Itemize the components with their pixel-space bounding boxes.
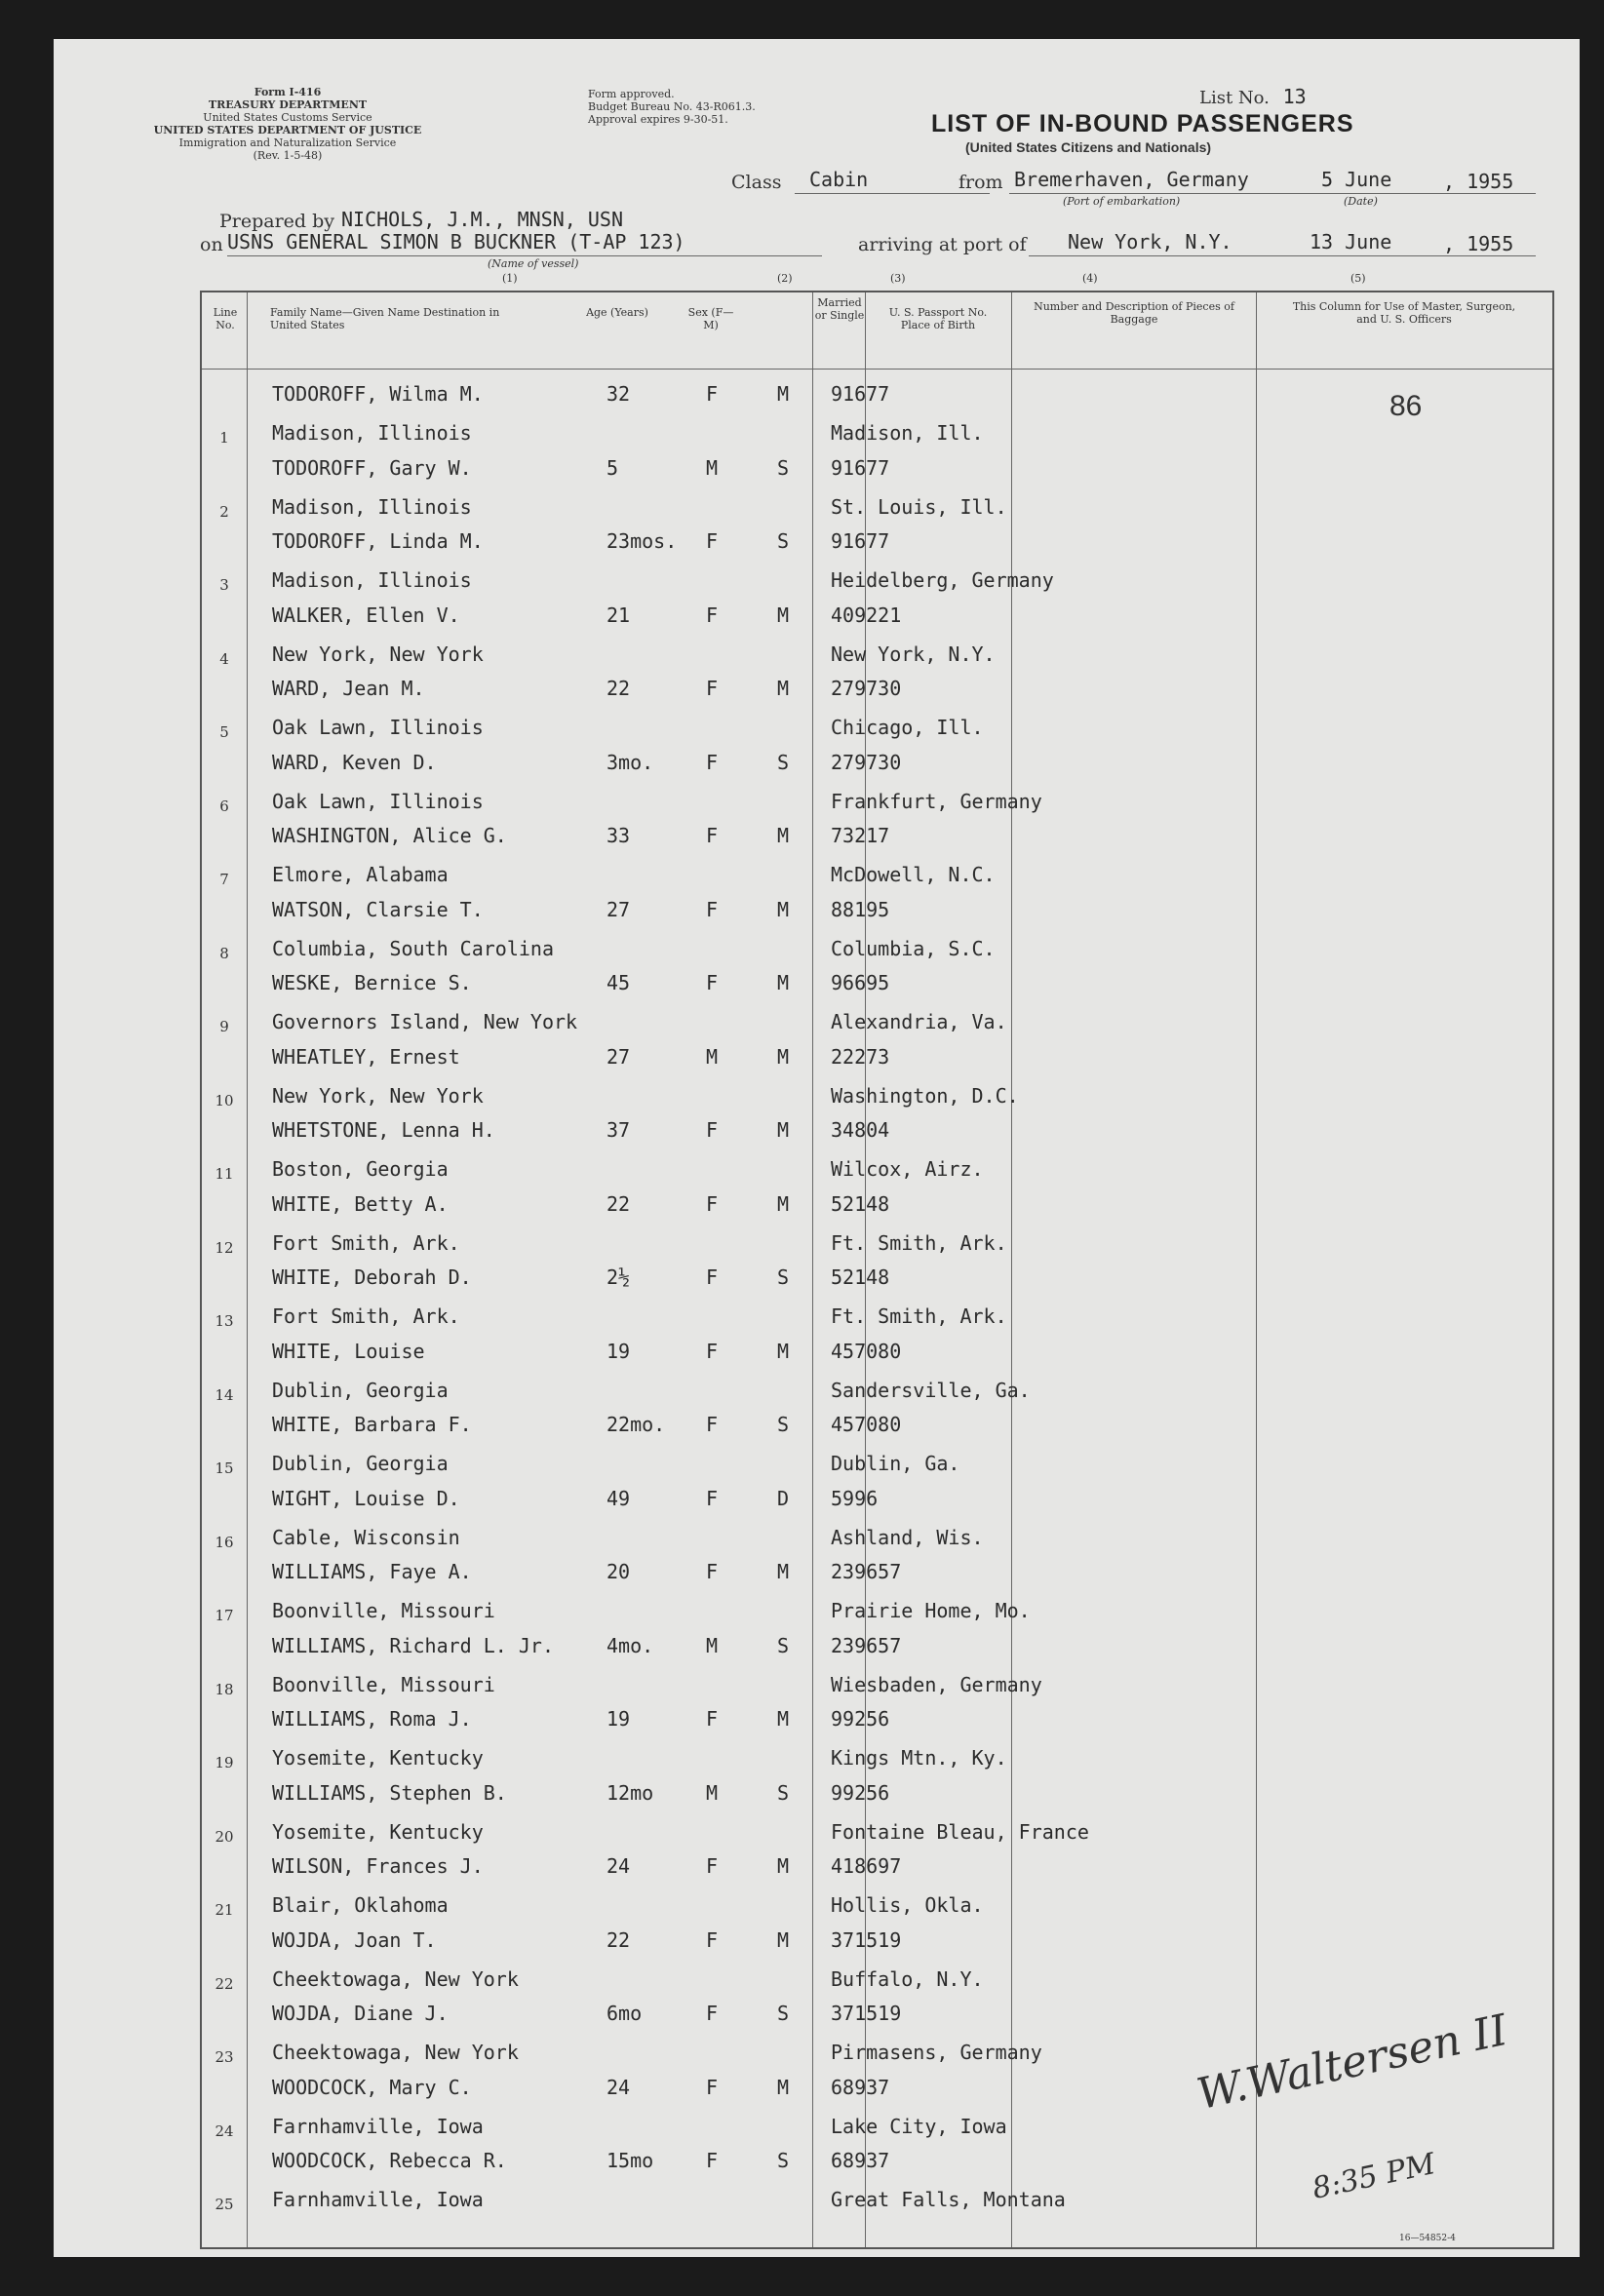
table-row [202,1033,1552,1108]
vessel-caption: (Name of vessel) [488,257,579,270]
signature-time: 8:35 PM [1309,2147,1439,2206]
passenger-age: 21 [606,603,631,627]
form-title: LIST OF IN-BOUND PASSENGERS [931,110,1354,137]
passenger-name: WALKER, Ellen V. [272,603,460,627]
destination: Governors Island, New York [272,1010,578,1033]
passport-number: 91677 [831,529,890,553]
on-label: on [200,234,223,255]
passport-number: 73217 [831,824,890,847]
marital-status: S [777,2002,790,2025]
passport-number: 91677 [831,382,890,406]
marital-status: M [777,824,790,847]
marital-status: S [777,1413,790,1436]
line-number: 18 [215,1680,234,1698]
ins-service: Immigration and Naturalization Service [178,136,397,149]
passenger-sex: F [706,382,719,406]
passport-number: 96695 [831,971,890,994]
passport-number: 88195 [831,897,890,921]
passenger-name: WILSON, Frances J. [272,1854,484,1878]
marital-status: M [777,1560,790,1583]
destination: Dublin, Georgia [272,1452,449,1475]
line-number: 8 [219,944,229,962]
marital-status: M [777,382,790,406]
table-row [202,1770,1552,1844]
passport-number: 239657 [831,1560,902,1583]
passport-number: 52148 [831,1191,890,1216]
table-row [202,1328,1552,1402]
form-revision: (Rev. 1-5-48) [253,149,323,162]
marital-status: S [777,529,790,553]
passenger-sex: F [706,750,719,774]
passport-number: 279730 [831,750,902,774]
line-number: 13 [215,1312,234,1330]
place-of-birth: Sandersville, Ga. [831,1378,1031,1402]
passenger-sex: F [706,1191,719,1216]
table-row [202,1622,1552,1696]
passenger-sex: F [706,2149,719,2172]
arrival-year: , 1955 [1443,232,1514,255]
passport-number: 52148 [831,1265,890,1289]
passport-number: 371519 [831,1927,902,1952]
place-of-birth: St. Louis, Ill. [831,494,1007,519]
passenger-name: WARD, Keven D. [272,750,437,774]
justice-dept: UNITED STATES DEPARTMENT OF JUSTICE [153,124,422,136]
table-row [202,1475,1552,1549]
place-of-birth: Hollis, Okla. [831,1893,984,1917]
passenger-age: 3mo. [606,750,654,774]
passport-number: 371519 [831,2002,902,2025]
passenger-sex: F [706,1118,719,1142]
line-number: 15 [215,1459,234,1477]
passenger-name: WHITE, Barbara F. [272,1413,472,1436]
table-row [202,518,1552,592]
passenger-age: 22 [606,1927,631,1952]
passenger-name: WHEATLEY, Ernest [272,1044,460,1069]
passenger-sex: F [706,2002,719,2025]
arrival-underline [1029,255,1536,256]
destination: Boston, Georgia [272,1157,449,1181]
arrival-date: 13 June [1310,230,1392,253]
place-of-birth: Ashland, Wis. [831,1525,984,1549]
column-number: (1) [502,272,518,285]
passenger-name: TODOROFF, Wilma M. [272,382,484,406]
place-of-birth: Pirmasens, Germany [831,2041,1042,2064]
table-row [202,1254,1552,1328]
passenger-sex: F [706,1339,719,1363]
place-of-birth: Wiesbaden, Germany [831,1672,1042,1696]
arriving-label: arriving at port of [858,234,1027,255]
passenger-age: 24 [606,2075,631,2099]
prepared-by: NICHOLS, J.M., MNSN, USN [341,208,623,231]
passenger-rows [202,370,1552,2211]
column-number: (3) [890,272,906,285]
table-row [202,1548,1552,1622]
passenger-age: 27 [606,1044,631,1069]
line-number: 12 [215,1238,234,1257]
table-row [202,1917,1552,1991]
class-underline [795,193,990,194]
form-approval-block [588,88,756,126]
table-row [202,1401,1552,1475]
passenger-age: 15mo [606,2149,654,2172]
passenger-name: WOODCOCK, Mary C. [272,2075,472,2099]
passenger-age: 22mo. [606,1413,666,1436]
line-number: 23 [215,2048,234,2066]
header-line-no: Line No. [213,306,238,331]
approval-line: Approval expires 9-30-51. [588,113,728,126]
passenger-table [200,291,1554,2249]
passenger-sex: M [706,455,719,480]
passenger-name: WOJDA, Diane J. [272,2002,449,2025]
destination: Madison, Illinois [272,494,472,519]
destination: Dublin, Georgia [272,1378,449,1402]
from-label: from [958,172,1003,193]
passenger-sex: F [706,529,719,553]
line-number: 4 [219,649,229,668]
passenger-sex: M [706,1633,719,1657]
header-baggage: Number and Description of Pieces of Baggage [1034,300,1234,326]
line-number: 3 [219,576,229,594]
header-age: Age (Years) [586,306,648,319]
destination: Boonville, Missouri [272,1599,495,1622]
line-number: 21 [215,1901,234,1919]
passenger-sex: F [706,824,719,847]
table-row [202,1843,1552,1917]
header-married: Married or Single [814,296,865,322]
marital-status: S [777,455,790,480]
marital-status: M [777,1044,790,1069]
marital-status: M [777,603,790,627]
passport-number: 239657 [831,1633,902,1657]
marital-status: M [777,1854,790,1878]
line-number: 16 [215,1533,234,1551]
place-of-birth: Kings Mtn., Ky. [831,1746,1007,1770]
line-number: 2 [219,502,229,521]
line-number: 11 [215,1165,234,1183]
place-of-birth: Alexandria, Va. [831,1010,1007,1033]
destination: Boonville, Missouri [272,1672,495,1696]
passenger-age: 19 [606,1707,631,1731]
place-of-birth: Wilcox, Airz. [831,1157,984,1181]
marital-status: M [777,1339,790,1363]
destination: Oak Lawn, Illinois [272,789,484,813]
line-number: 22 [215,1974,234,1993]
destination: Cheektowaga, New York [272,2041,519,2064]
line-number: 6 [219,797,229,815]
destination: Farnhamville, Iowa [272,2188,484,2211]
marital-status: M [777,897,790,921]
destination: Cheektowaga, New York [272,1966,519,1991]
destination: Fort Smith, Ark. [272,1230,460,1255]
place-of-birth: New York, N.Y. [831,642,996,666]
destination: Farnhamville, Iowa [272,2114,484,2138]
footer-code: 16—54852-4 [1399,2234,1456,2243]
passenger-age: 2½ [606,1265,631,1289]
passenger-name: TODOROFF, Gary W. [272,455,472,480]
line-number: 10 [215,1091,234,1109]
list-number-label: List No. 13 [1199,85,1307,108]
table-row [202,739,1552,813]
place-of-birth: Great Falls, Montana [831,2188,1066,2211]
passenger-age: 6mo [606,2002,643,2025]
destination: New York, New York [272,1083,484,1108]
destination: Elmore, Alabama [272,863,449,886]
table-row [202,592,1552,666]
passenger-sex: F [706,897,719,921]
table-row [202,445,1552,519]
destination: Columbia, South Carolina [272,936,554,960]
passport-number: 457080 [831,1339,902,1363]
passenger-name: WOJDA, Joan T. [272,1927,437,1952]
vessel-underline [227,255,822,256]
passenger-age: 27 [606,897,631,921]
place-of-birth: Madison, Ill. [831,421,984,445]
passenger-age: 12mo [606,1780,654,1805]
destination: Fort Smith, Ark. [272,1304,460,1328]
header-passport: U. S. Passport No. Place of Birth [888,306,988,331]
line-number: 5 [219,723,229,741]
line-number: 20 [215,1827,234,1846]
table-row [202,370,1552,445]
place-of-birth: Columbia, S.C. [831,936,996,960]
passport-number: 68937 [831,2149,890,2172]
destination: Blair, Oklahoma [272,1893,449,1917]
treasury-dept: TREASURY DEPARTMENT [208,98,368,111]
passenger-age: 22 [606,1191,631,1216]
line-number: 9 [219,1018,229,1035]
passenger-name: WILLIAMS, Stephen B. [272,1780,507,1805]
passenger-sex: F [706,1413,719,1436]
passenger-sex: F [706,2075,719,2099]
passenger-age: 20 [606,1560,631,1583]
passenger-name: WARD, Jean M. [272,677,425,700]
prepared-label: Prepared by [219,211,335,232]
place-of-birth: McDowell, N.C. [831,863,996,886]
place-of-birth: Washington, D.C. [831,1083,1019,1108]
destination: Madison, Illinois [272,421,472,445]
passenger-age: 5 [606,455,619,480]
line-number: 1 [219,429,229,447]
customs-service: United States Customs Service [203,111,372,124]
passenger-sex: F [706,603,719,627]
passenger-sex: F [706,971,719,994]
passenger-name: TODOROFF, Linda M. [272,529,484,553]
passport-number: 457080 [831,1413,902,1436]
passport-number: 279730 [831,677,902,700]
passenger-name: WHETSTONE, Lenna H. [272,1118,495,1142]
line-number: 7 [219,871,229,888]
destination: Yosemite, Kentucky [272,1819,484,1844]
list-number: 13 [1282,85,1307,108]
marital-status: S [777,2149,790,2172]
passenger-sex: M [706,1044,719,1069]
passport-number: 91677 [831,455,890,480]
marital-status: D [777,1486,790,1510]
column-number: (4) [1082,272,1098,285]
passenger-name: WILLIAMS, Richard L. Jr. [272,1633,554,1657]
passenger-name: WOODCOCK, Rebecca R. [272,2149,507,2172]
column-number: (5) [1350,272,1366,285]
header-sex: Sex (F—M) [687,306,734,331]
marital-status: S [777,1633,790,1657]
place-of-birth: Chicago, Ill. [831,716,984,739]
destination: Yosemite, Kentucky [272,1746,484,1770]
marital-status: M [777,1118,790,1142]
passport-number: 68937 [831,2075,890,2099]
passenger-age: 24 [606,1854,631,1878]
destination: Madison, Illinois [272,568,472,592]
passenger-name: WIGHT, Louise D. [272,1486,460,1510]
passenger-name: WHITE, Louise [272,1339,425,1363]
passenger-sex: F [706,1927,719,1952]
table-row [202,665,1552,739]
marital-status: M [777,1707,790,1731]
passenger-name: WILLIAMS, Faye A. [272,1560,472,1583]
passenger-name: WASHINGTON, Alice G. [272,824,507,847]
passenger-name: WHITE, Betty A. [272,1191,449,1216]
passport-number: 99256 [831,1780,890,1805]
place-of-birth: Buffalo, N.Y. [831,1966,984,1991]
place-of-birth: Dublin, Ga. [831,1452,960,1475]
passenger-sex: F [706,1707,719,1731]
passenger-name: WESKE, Bernice S. [272,971,472,994]
marital-status: M [777,2075,790,2099]
form-subtitle: (United States Citizens and Nationals) [965,139,1212,155]
passenger-sex: F [706,1560,719,1583]
destination: New York, New York [272,642,484,666]
table-row [202,1181,1552,1255]
place-of-birth: Ft. Smith, Ark. [831,1304,1007,1328]
vessel-name: USNS GENERAL SIMON B BUCKNER (T-AP 123) [227,230,685,253]
table-row [202,1107,1552,1181]
class-value: Cabin [809,168,869,191]
passenger-age: 22 [606,677,631,700]
form-agency-block [132,86,444,162]
arrival-port: New York, N.Y. [1068,230,1232,253]
place-of-birth: Fontaine Bleau, France [831,1819,1089,1844]
from-underline [1009,193,1536,194]
passenger-age: 37 [606,1118,631,1142]
place-of-birth: Ft. Smith, Ark. [831,1230,1007,1255]
passenger-age: 19 [606,1339,631,1363]
passenger-name: WILLIAMS, Roma J. [272,1707,472,1731]
table-row [202,1695,1552,1770]
place-of-birth: Heidelberg, Germany [831,568,1054,592]
passport-number: 34804 [831,1118,890,1142]
approval-line: Form approved. [588,88,675,100]
column-number: (2) [777,272,793,285]
line-number: 17 [215,1607,234,1624]
destination: Oak Lawn, Illinois [272,716,484,739]
passenger-age: 49 [606,1486,631,1510]
officer-note: 86 [1389,390,1423,422]
marital-status: M [777,971,790,994]
passenger-sex: F [706,1486,719,1510]
passenger-age: 32 [606,382,631,406]
class-label: Class [731,172,782,193]
table-row [202,959,1552,1033]
marital-status: M [777,1191,790,1216]
officer-signature: W.Waltersen II [1193,2004,1512,2121]
line-number: 24 [215,2121,234,2140]
embarkation-date: 5 June [1321,168,1392,191]
passenger-age: 4mo. [606,1633,654,1657]
line-number: 25 [215,2196,234,2213]
passenger-name: WATSON, Clarsie T. [272,897,484,921]
passenger-age: 33 [606,824,631,847]
marital-status: M [777,677,790,700]
port-caption: (Port of embarkation) [1063,195,1181,208]
embarkation-year: , 1955 [1443,170,1514,193]
passenger-sex: F [706,1854,719,1878]
place-of-birth: Lake City, Iowa [831,2114,1007,2138]
table-row [202,812,1552,886]
header-divider [202,369,1552,370]
passenger-age: 45 [606,971,631,994]
marital-status: S [777,1780,790,1805]
passenger-sex: M [706,1780,719,1805]
passport-number: 418697 [831,1854,902,1878]
passport-number: 5996 [831,1486,879,1510]
form-number: Form I-416 [254,86,322,98]
header-officers: This Column for Use of Master, Surgeon, and U. S. Officers [1292,300,1516,326]
passport-number: 99256 [831,1707,890,1731]
place-of-birth: Prairie Home, Mo. [831,1599,1031,1622]
marital-status: M [777,1927,790,1952]
passenger-sex: F [706,677,719,700]
marital-status: S [777,1265,790,1289]
passenger-list-page [54,39,1580,2257]
passenger-sex: F [706,1265,719,1289]
date-caption: (Date) [1344,195,1378,208]
line-number: 14 [215,1385,234,1404]
table-row [202,886,1552,960]
passport-number: 22273 [831,1044,890,1069]
passenger-age: 23mos. [606,529,678,553]
passenger-name: WHITE, Deborah D. [272,1265,472,1289]
place-of-birth: Frankfurt, Germany [831,789,1042,813]
passport-number: 409221 [831,603,902,627]
header-name-dest: Family Name—Given Name Destination in United States [270,306,500,331]
line-number: 19 [215,1754,234,1771]
marital-status: S [777,750,790,774]
embarkation-port: Bremerhaven, Germany [1014,168,1249,191]
approval-line: Budget Bureau No. 43-R061.3. [588,100,756,113]
destination: Cable, Wisconsin [272,1525,460,1549]
